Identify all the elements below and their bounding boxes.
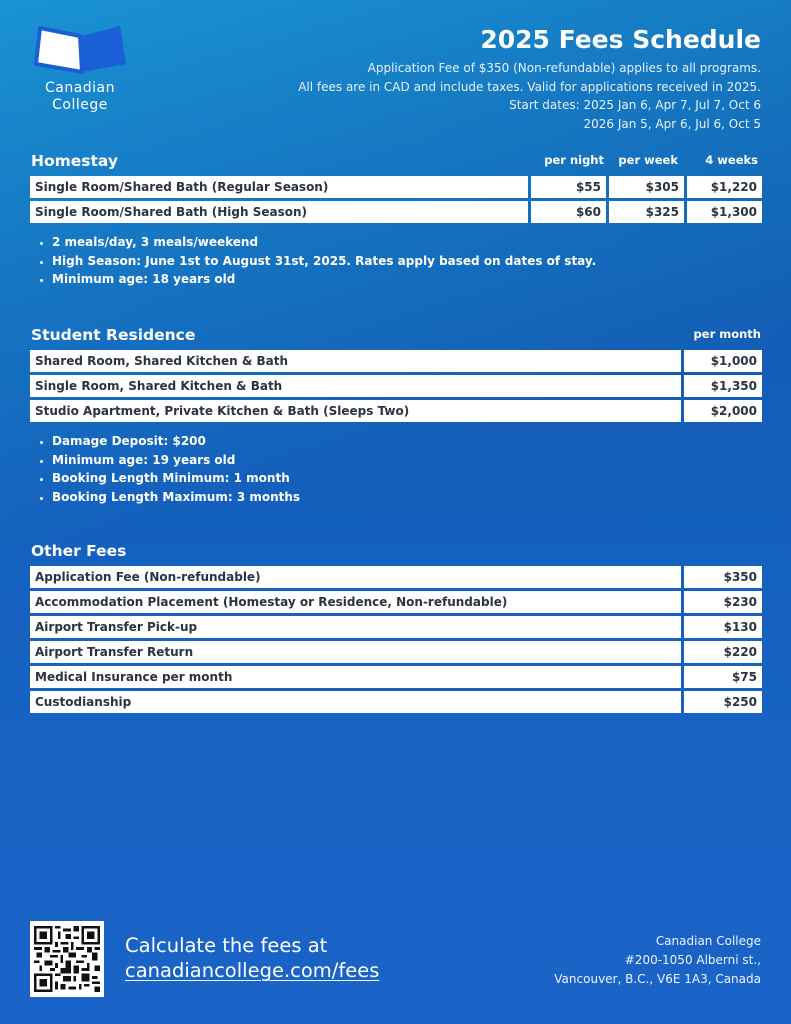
row-label: Single Room, Shared Kitchen & Bath (30, 375, 681, 397)
fee-amount: $75 (684, 666, 762, 688)
section-title: Student Residence (31, 326, 196, 344)
table-row (30, 375, 762, 397)
column-header-per-month: per month (693, 327, 761, 341)
column-header-per-night: per night (544, 153, 604, 167)
note-item: • Damage Deposit: $200 (52, 432, 762, 451)
price-per-night: $60 (531, 201, 606, 223)
logo-line-2: College (52, 97, 108, 113)
other-fees-section (30, 540, 762, 716)
section-title: Other Fees (31, 542, 127, 560)
cta-text: Calculate the fees at (125, 934, 328, 957)
row-label: Airport Transfer Pick-up (30, 616, 681, 638)
table-row (30, 201, 762, 223)
student-residence-section (30, 324, 762, 506)
table-row (30, 400, 762, 422)
row-label: Single Room/Shared Bath (High Season) (30, 201, 528, 223)
note-item: • Minimum age: 19 years old (52, 451, 762, 470)
table-row (30, 666, 762, 688)
table-row (30, 691, 762, 713)
row-label: Custodianship (30, 691, 681, 713)
college-address (554, 932, 761, 989)
logo-wordmark (30, 80, 130, 114)
page-header (298, 24, 761, 133)
price-per-week: $305 (609, 176, 684, 198)
fee-amount: $220 (684, 641, 762, 663)
table-row (30, 616, 762, 638)
table-row (30, 176, 762, 198)
table-row (30, 641, 762, 663)
table-row (30, 350, 762, 372)
row-label: Airport Transfer Return (30, 641, 681, 663)
price-per-month: $1,000 (684, 350, 762, 372)
row-label: Single Room/Shared Bath (Regular Season) (30, 176, 528, 198)
table-row (30, 566, 762, 588)
row-label: Medical Insurance per month (30, 666, 681, 688)
header-line: Start dates: 2025 Jan 6, Apr 7, Jul 7, Oct 6 (509, 98, 761, 112)
price-per-night: $55 (531, 176, 606, 198)
logo-line-1: Canadian (44, 80, 116, 96)
qr-code-icon[interactable] (30, 921, 104, 997)
header-line: All fees are in CAD and include taxes. Valid for applications received in 2025. (298, 79, 761, 94)
table-row (30, 591, 762, 613)
note-item: • High Season: June 1st to August 31st, 2025. Rates apply based on dates of stay. (52, 252, 762, 271)
address-line: Vancouver, B.C., V6E 1A3, Canada (554, 972, 761, 986)
price-per-week: $325 (609, 201, 684, 223)
fee-amount: $350 (684, 566, 762, 588)
column-header-4-weeks: 4 weeks (705, 153, 758, 167)
note-item: • 2 meals/day, 3 meals/weekend (52, 233, 762, 252)
homestay-section (30, 150, 762, 289)
note-item: • Booking Length Minimum: 1 month (52, 469, 762, 488)
section-title: Homestay (31, 152, 119, 170)
price-4-weeks: $1,220 (687, 176, 762, 198)
open-book-icon (34, 24, 126, 80)
price-per-month: $2,000 (684, 400, 762, 422)
row-label: Shared Room, Shared Kitchen & Bath (30, 350, 681, 372)
column-header-per-week: per week (618, 153, 678, 167)
note-item: • Booking Length Maximum: 3 months (52, 488, 762, 507)
fees-calculator-link[interactable]: canadiancollege.com/fees (125, 959, 380, 982)
fee-amount: $230 (684, 591, 762, 613)
canadian-college-logo (30, 22, 130, 114)
residence-notes (30, 432, 762, 506)
row-label: Accommodation Placement (Homestay or Residence, Non-refundable) (30, 591, 681, 613)
header-line: Application Fee of $350 (Non-refundable) applies to all programs. (367, 61, 761, 75)
fee-amount: $250 (684, 691, 762, 713)
price-per-month: $1,350 (684, 375, 762, 397)
homestay-notes (30, 233, 762, 289)
note-item: • Minimum age: 18 years old (52, 270, 762, 289)
row-label: Application Fee (Non-refundable) (30, 566, 681, 588)
address-line: Canadian College (655, 934, 761, 948)
header-line: 2026 Jan 5, Apr 6, Jul 6, Oct 5 (583, 116, 761, 131)
page-title: 2025 Fees Schedule (480, 25, 761, 54)
calculate-fees-callout (125, 933, 379, 983)
price-4-weeks: $1,300 (687, 201, 762, 223)
row-label: Studio Apartment, Private Kitchen & Bath (Sleeps Two) (30, 400, 681, 422)
fee-amount: $130 (684, 616, 762, 638)
qr-code-pattern (34, 925, 100, 993)
address-line: #200-1050 Alberni st., (624, 953, 761, 967)
